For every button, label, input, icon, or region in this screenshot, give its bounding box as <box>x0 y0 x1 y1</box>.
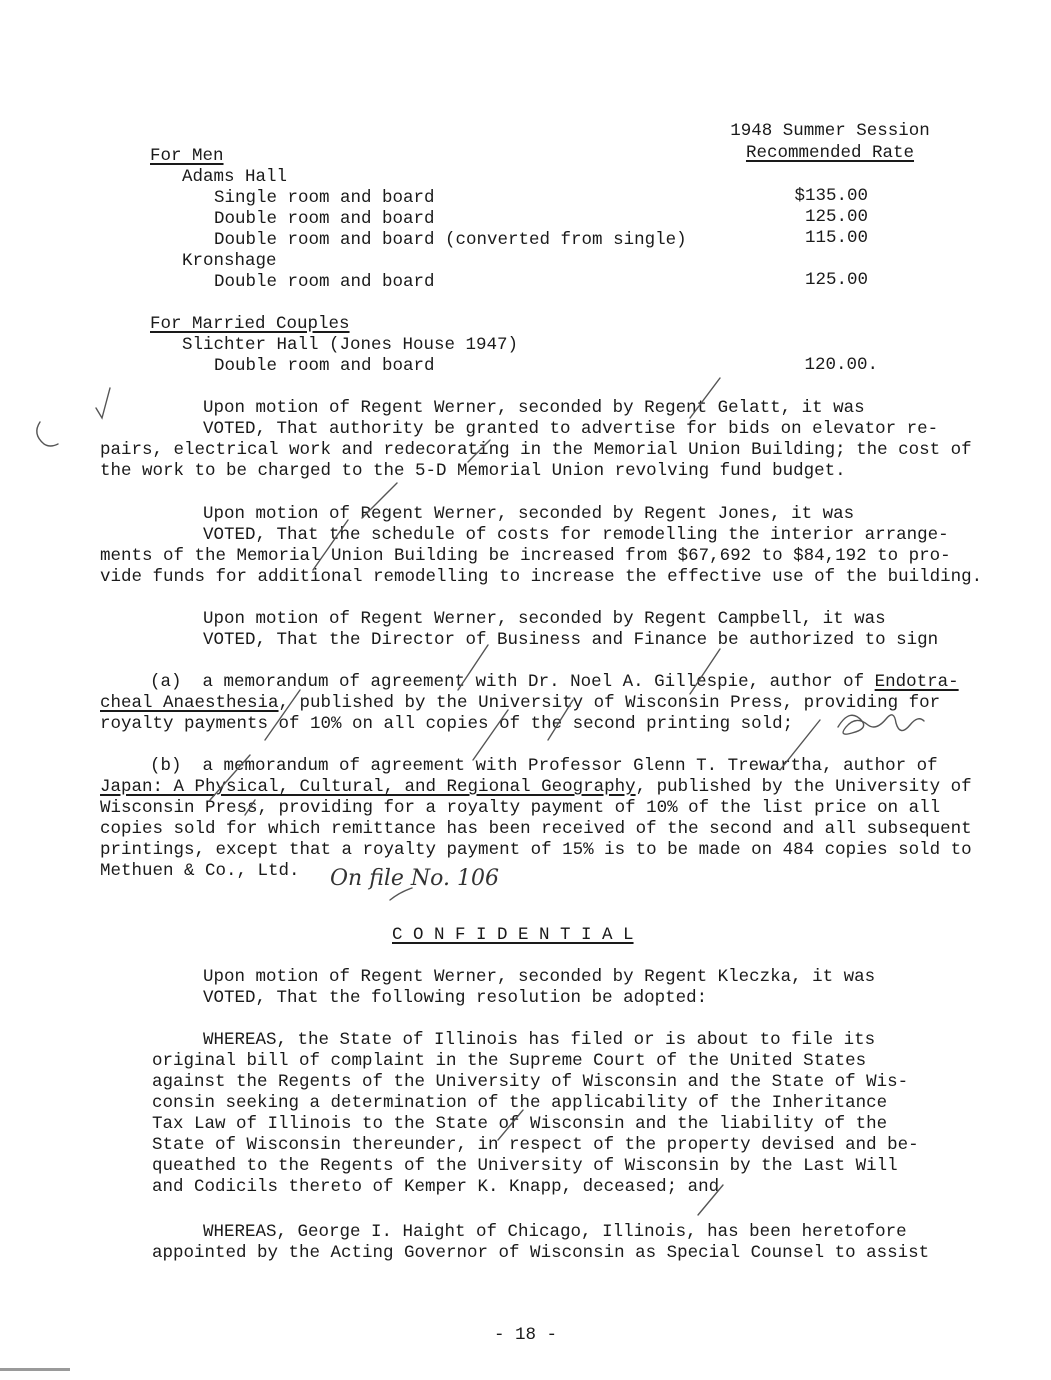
room-type: Double room and board (converted from single) <box>214 230 687 250</box>
agreement-b-line: (b) a memorandum of agreement with Professor Glenn T. Trewartha, author of <box>150 756 938 776</box>
hall-name-slichter: Slichter Hall (Jones House 1947) <box>182 335 519 355</box>
whereas-text: consin seeking a determination of the applicability of the Inheritance <box>152 1093 888 1113</box>
whereas-text: WHEREAS, the State of Illinois has filed or is about to file its <box>203 1030 876 1050</box>
agreement-a-line <box>100 693 940 714</box>
section-heading-couples: For Married Couples <box>150 314 350 334</box>
agreement-a-line <box>150 672 959 693</box>
room-rate: 120.00. <box>804 355 878 375</box>
margin-check-icon <box>37 422 58 446</box>
motion-text: VOTED, That the following resolution be adopted: <box>203 988 708 1008</box>
agreement-b-line: Methuen & Co., Ltd. <box>100 861 300 881</box>
room-type: Single room and board <box>214 188 435 208</box>
agreement-b-line: Wisconsin Press, providing for a royalty payment of 10% of the list price on all <box>100 798 941 818</box>
hall-name-adams: Adams Hall <box>182 167 288 187</box>
scan-edge-mark <box>0 1368 70 1371</box>
page-number: - 18 - <box>493 1325 557 1345</box>
rate-header-label: Recommended Rate <box>745 143 915 163</box>
room-rate: 125.00 <box>804 207 868 227</box>
whereas-text: queathed to the Regents of the University of Wisconsin by the Last Will <box>152 1156 898 1176</box>
agreement-b-line: printings, except that a royalty payment of 15% is to be made on 484 copies sold to <box>100 840 972 860</box>
agreement-a-line: royalty payments of 10% on all copies of the second printing sold; <box>100 714 794 734</box>
confidential-heading: C O N F I D E N T I A L <box>392 925 634 945</box>
room-rate: 115.00 <box>804 228 868 248</box>
section-heading-men: For Men <box>150 146 224 166</box>
motion-text: VOTED, That authority be granted to advertise for bids on elevator re- <box>203 419 939 439</box>
agreement-b-line: copies sold for which remittance has been received of the second and all subsequent <box>100 819 972 839</box>
agreement-a-text: (a) a memorandum of agreement with Dr. Noel A. Gillespie, author of <box>150 672 875 692</box>
motion-text: pairs, electrical work and redecorating in the Memorial Union Building; the cost of <box>100 440 972 460</box>
motion-text: Upon motion of Regent Werner, seconded by Regent Jones, it was <box>203 504 855 524</box>
agreement-a-text: , published by the University of Wisconsin Press, providing for <box>278 693 941 713</box>
whereas-text: WHEREAS, George I. Haight of Chicago, Illinois, has been heretofore <box>203 1222 907 1242</box>
whereas-text: State of Wisconsin thereunder, in respect of the property devised and be- <box>152 1135 919 1155</box>
approval-signature <box>838 715 924 734</box>
room-rate: 125.00 <box>804 270 868 290</box>
book-title-endotracheal-cont: cheal Anaesthesia <box>100 693 279 713</box>
whereas-text: original bill of complaint in the Supreme Court of the United States <box>152 1051 867 1071</box>
motion-text: Upon motion of Regent Werner, seconded by Regent Campbell, it was <box>203 609 886 629</box>
whereas-text: and Codicils thereto of Kemper K. Knapp, deceased; and <box>152 1177 720 1197</box>
whereas-text: appointed by the Acting Governor of Wisconsin as Special Counsel to assist <box>152 1243 930 1263</box>
file-note-stroke <box>390 888 412 900</box>
whereas-text: Tax Law of Illinois to the State of Wisconsin and the liability of the <box>152 1114 888 1134</box>
rate-header-year: 1948 Summer Session <box>730 121 930 141</box>
room-rate: $135.00 <box>794 186 868 206</box>
motion-text: ments of the Memorial Union Building be increased from $67,692 to $84,192 to pro- <box>100 546 951 566</box>
motion-text: Upon motion of Regent Werner, seconded by Regent Gelatt, it was <box>203 398 865 418</box>
motion-text: VOTED, That the schedule of costs for remodelling the interior arrange- <box>203 525 949 545</box>
margin-check-icon <box>96 388 110 418</box>
hall-name-kronshage: Kronshage <box>182 251 277 271</box>
room-type: Double room and board <box>214 272 435 292</box>
motion-text: the work to be charged to the 5-D Memorial Union revolving fund budget. <box>100 461 846 481</box>
book-title-japan: Japan: A Physical, Cultural, and Regional Geography <box>100 777 636 797</box>
whereas-text: against the Regents of the University of Wisconsin and the State of Wis- <box>152 1072 909 1092</box>
file-note: On file No. 106 <box>330 866 500 891</box>
motion-text: VOTED, That the Director of Business and Finance be authorized to sign <box>203 630 939 650</box>
book-title-endotracheal: Endotra- <box>874 672 959 692</box>
room-type: Double room and board <box>214 356 435 376</box>
agreement-b-line <box>100 777 972 798</box>
room-type: Double room and board <box>214 209 435 229</box>
agreement-b-text: , published by the University of <box>635 777 972 797</box>
motion-text: vide funds for additional remodelling to increase the effective use of the building. <box>100 567 983 587</box>
motion-text: Upon motion of Regent Werner, seconded by Regent Kleczka, it was <box>203 967 876 987</box>
